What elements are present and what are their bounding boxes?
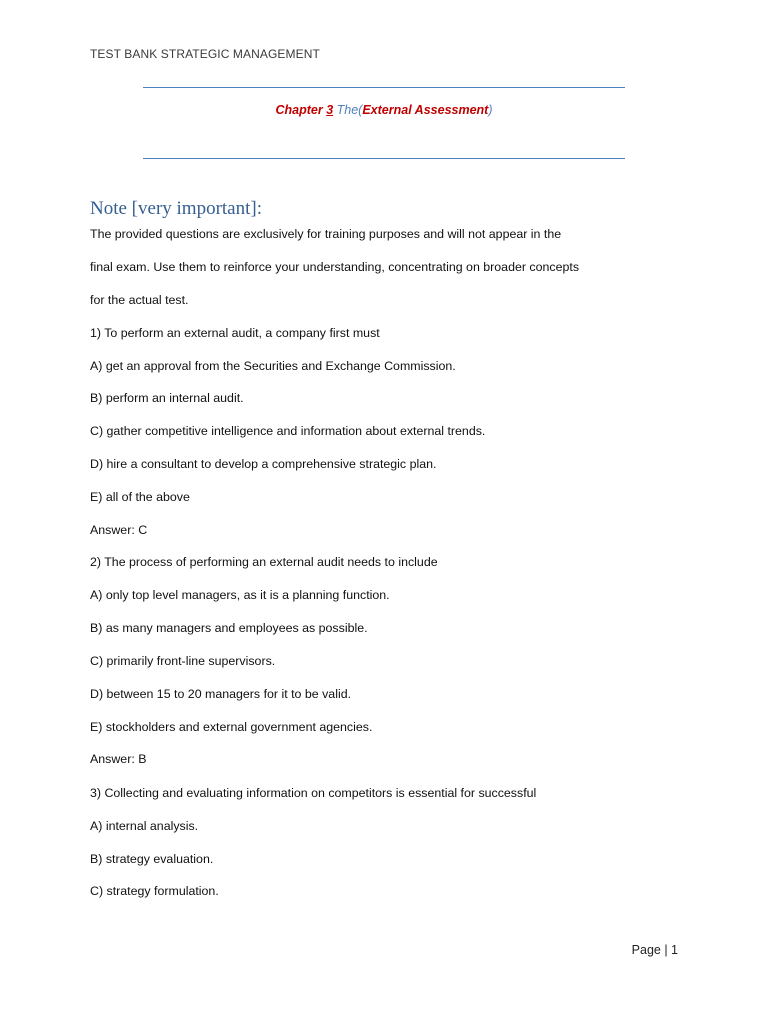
answer-option: A) internal analysis.: [90, 819, 199, 833]
answer-option: A) only top level managers, as it is a planning function.: [90, 588, 390, 602]
note-heading: Note [very important]:: [90, 198, 263, 219]
answer-option: E) all of the above: [90, 490, 190, 504]
note-line: for the actual test.: [90, 293, 189, 307]
chapter-number: 3: [326, 103, 334, 117]
answer-option: D) between 15 to 20 managers for it to be valid.: [90, 687, 352, 701]
answer-option: C) strategy formulation.: [90, 884, 219, 898]
chapter-word: Chapter: [275, 103, 323, 117]
answer-option: B) as many managers and employees as possible.: [90, 621, 368, 635]
note-line: final exam. Use them to reinforce your understanding, concentrating on broader concepts: [90, 260, 580, 274]
answer-option: A) get an approval from the Securities and Exchange Commission.: [90, 359, 456, 373]
answer-option: D) hire a consultant to develop a comprehensive strategic plan.: [90, 457, 437, 471]
question-prompt: 1) To perform an external audit, a company first must: [90, 326, 380, 340]
answer-option: B) perform an internal audit.: [90, 391, 244, 405]
answer-option: E) stockholders and external government agencies.: [90, 720, 373, 734]
page-number: Page | 1: [631, 943, 678, 957]
correct-answer: Answer: B: [90, 752, 147, 766]
answer-option: C) gather competitive intelligence and information about external trends.: [90, 424, 486, 438]
chapter-title: [0, 103, 768, 117]
chapter-close-paren: ): [488, 103, 493, 117]
question-prompt: 3) Collecting and evaluating information on competitors is essential for successful: [90, 786, 537, 800]
chapter-open-paren: (: [358, 103, 363, 117]
running-header: TEST BANK STRATEGIC MANAGEMENT: [90, 47, 320, 61]
chapter-subject: External Assessment: [362, 103, 489, 117]
answer-option: B) strategy evaluation.: [90, 852, 214, 866]
question-prompt: 2) The process of performing an external audit needs to include: [90, 555, 438, 569]
correct-answer: Answer: C: [90, 523, 148, 537]
title-rule-bottom: [143, 158, 625, 159]
note-line: The provided questions are exclusively for training purposes and will not appear in the: [90, 227, 562, 241]
title-rule-top: [143, 87, 625, 88]
answer-option: C) primarily front-line supervisors.: [90, 654, 276, 668]
chapter-the-word: The: [336, 103, 359, 117]
